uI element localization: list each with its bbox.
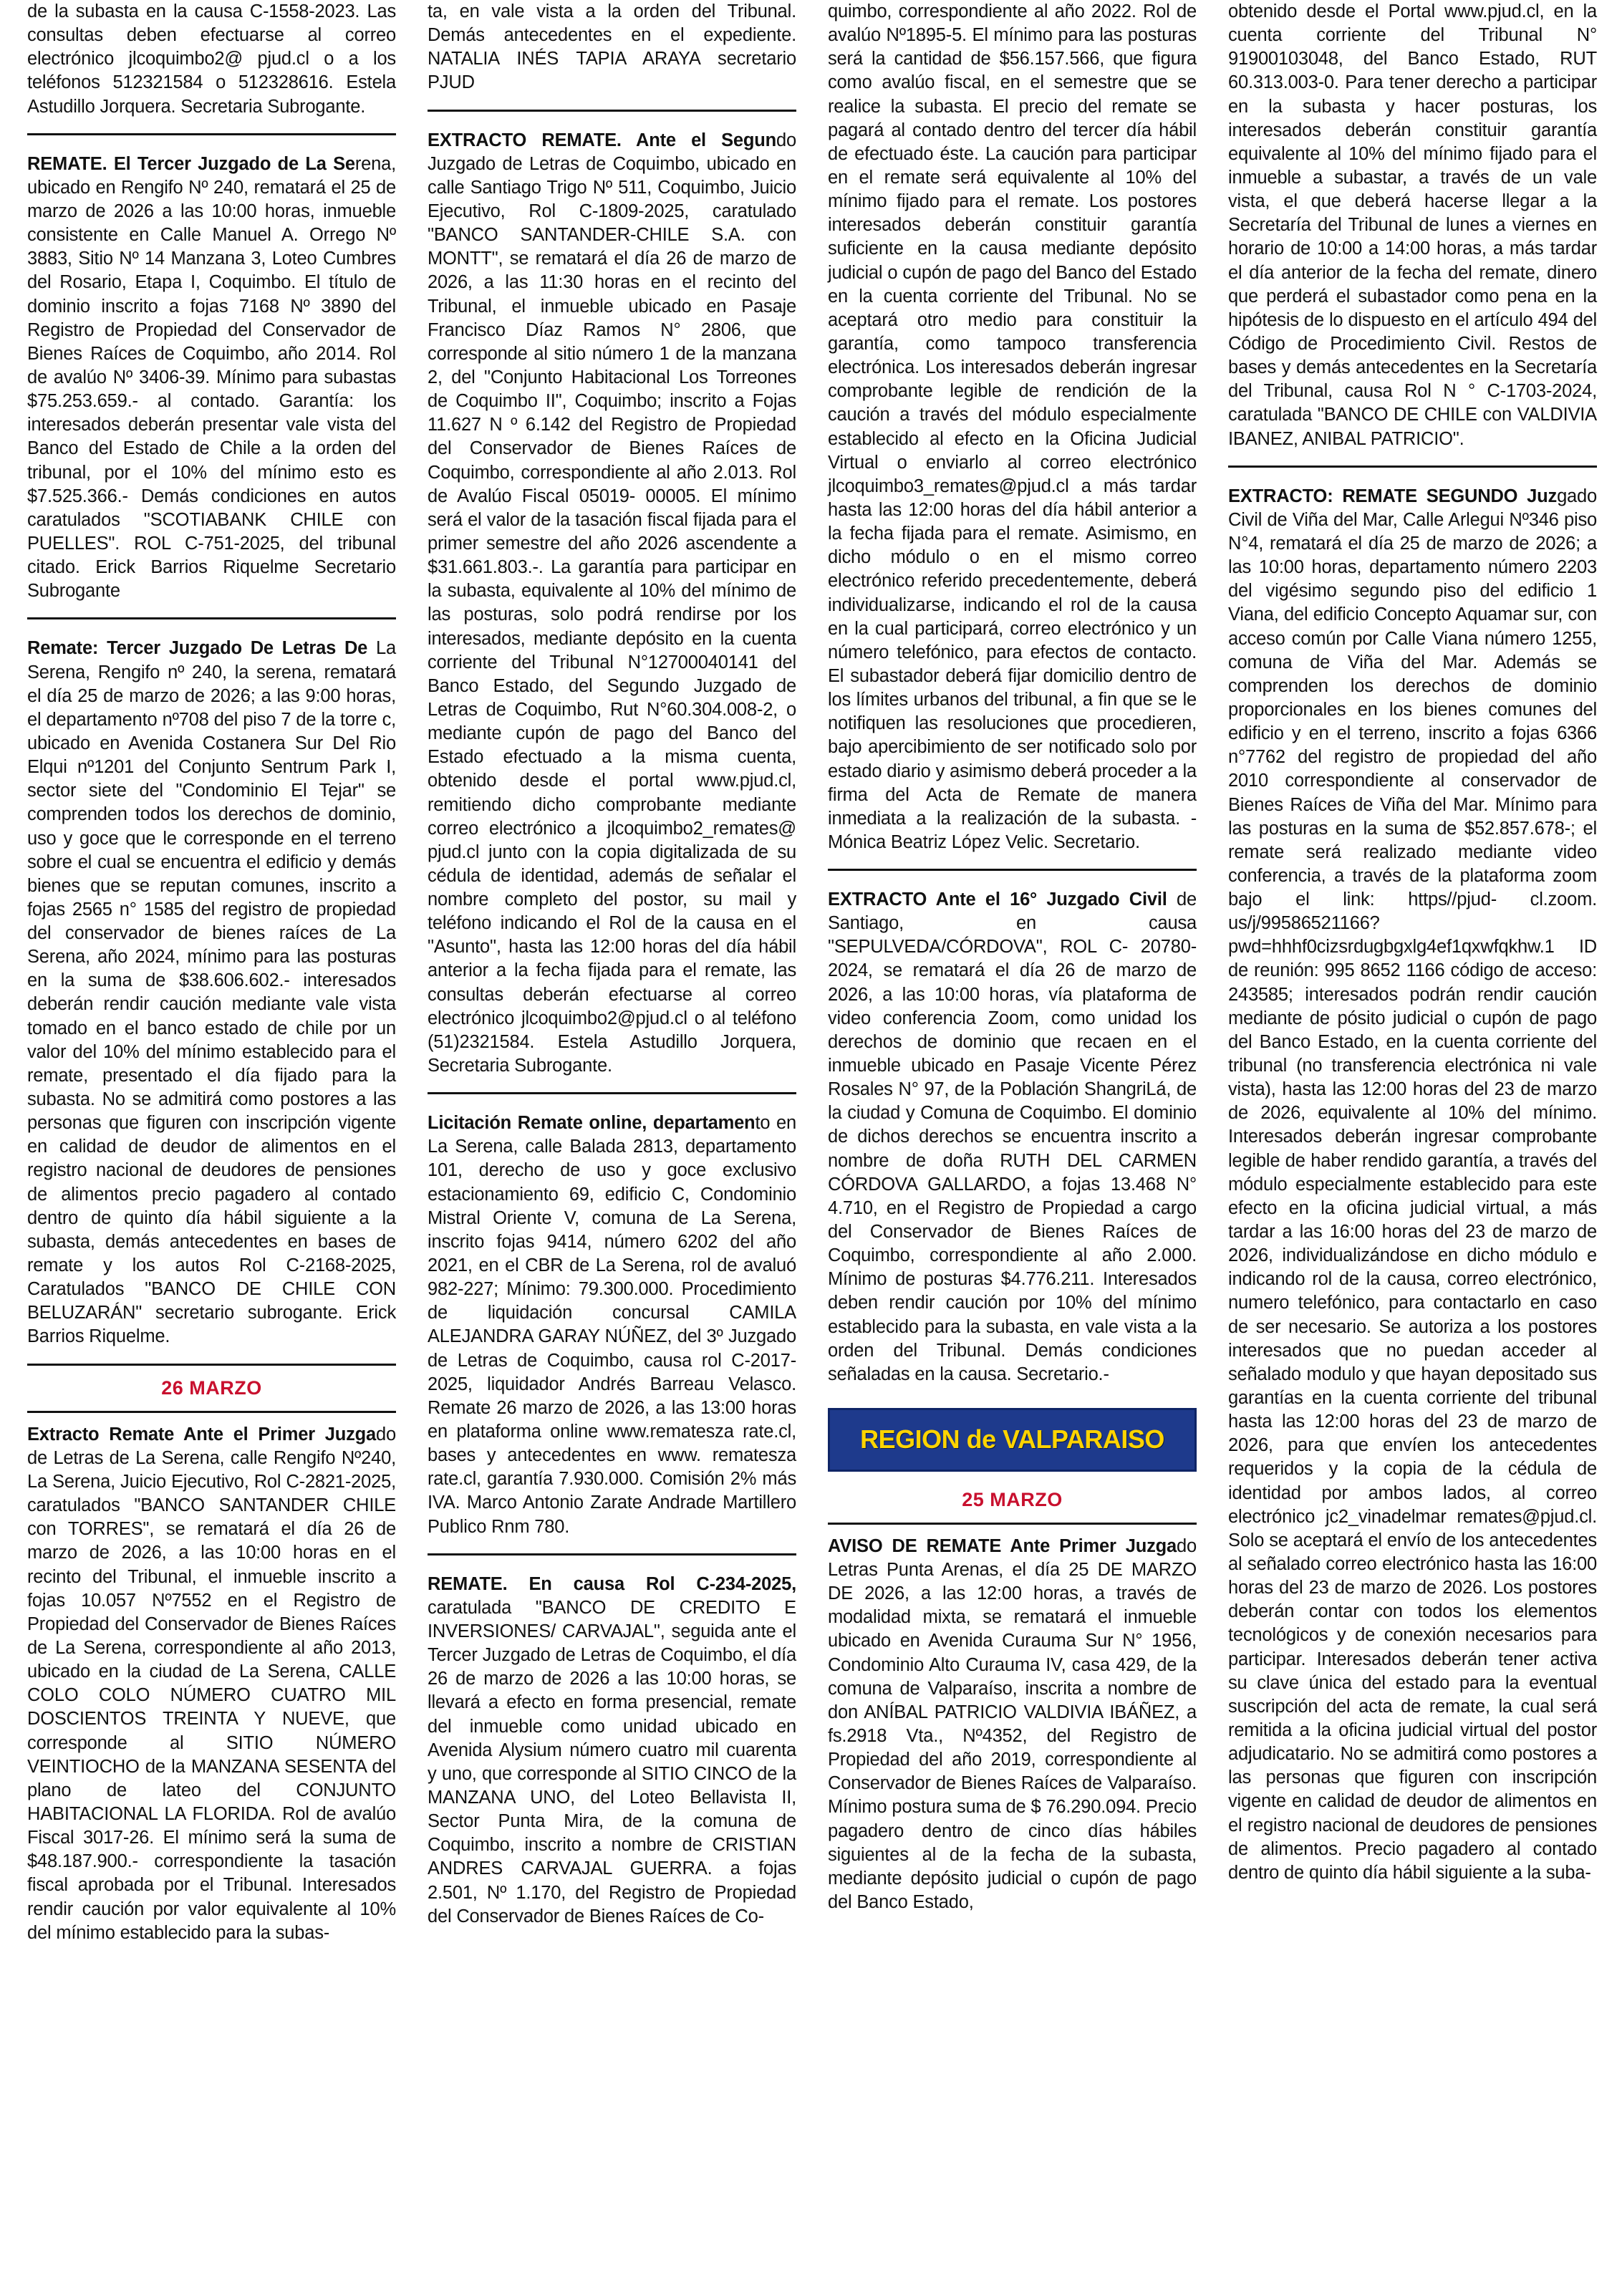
notice-body: de Santiago, en causa "SEPULVEDA/CÓRDOVA", ROL C- 20780-2024, se rematará el día 26 de marzo de 2026, a las 10:00 horas, vía plataforma de video conferencia Zoom, como unidad los derechos de dominio que recaen en el inmueble ubicado en Pasaje Vicente Pérez Rosales N° 97, de la Población ShangriLá, de la ciudad y Comuna de Coquimbo. El dominio de dichos derechos se encuentra inscrito a nombre de doña RUTH DEL CARMEN CÓRDOVA GALLARDO, a fojas 13.468 N° 4.710, en el Registro de Propiedad a cargo del Conservador de Bienes Raíces de Coquimbo, correspondiente al año 2.000. Mínimo de posturas $4.776.211. Interesados deben rendir caución por 10% del mínimo establecido para la subasta, en vale vista a la orden del Tribunal. Demás condiciones señaladas en la causa. Secretario.- [828,889,1197,1384]
notice-separator [27,133,396,135]
notice-separator [428,1092,796,1094]
notice-lead: EXTRACTO: REMATE SEGUNDO Juz [1228,486,1558,506]
notice-continued [27,0,396,119]
notice-lead: Extracto Remate Ante el Primer Juzga [27,1424,377,1444]
notice-remate-causa-c234 [428,1573,796,1929]
notice-extracto-segundo-juzgado-vina [1228,485,1597,1885]
notice-lead: AVISO DE REMATE Ante Primer Juzga [828,1535,1177,1556]
notice-body: obtenido desde el Portal www.pjud.cl, en la cuenta corriente del Tribunal N° 91900103048, del Banco Estado, RUT 60.313.003-0. Para tener derecho a participar en la subasta y hacer posturas, los interesados deberán constituir garantía equivalente al 10% del mínimo fijado para el inmueble a subastar, a través de un vale vista, el que deberá hacerse llegar a la Secretaría del Tribunal de lunes a viernes en horario de 10:00 a 14:00 horas, a más tardar el día anterior de la fecha del remate, dinero que perderá el subastador como pena en la hipótesis de lo dispuesto en el artículo 494 del Código de Procedimiento Civil. Restos de bases y demás antecedentes en la Secretaría del Tribunal, causa Rol N ° C-1703-2024, caratulada "BANCO DE CHILE con VALDIVIA IBANEZ, ANIBAL PATRICIO". [1228,1,1597,449]
date-rule [27,1411,396,1413]
notice-lead: REMATE. El Tercer Juzgado de La Se [27,153,355,174]
notice-body: do de Letras de La Serena, calle Rengifo Nº240, La Serena, Juicio Ejecutivo, Rol C-2821-2025, caratulados "BANCO SANTANDER CHILE con TORRES", se rematará el día 26 de marzo de 2026, a las 10:00 horas en el recinto del Tribunal, el inmueble inscrito a fojas 10.057 Nº7552 en el Registro de Propiedad del Conservador de Bienes Raíces de La Serena, correspondiente al año 2013, ubicado en la ciudad de La Serena, CALLE COLO COLO NÚMERO CUATRO MIL DOSCIENTOS TREINTA Y NUEVE, que corresponde al SITIO NÚMERO VEINTIOCHO de la MANZANA SESENTA del plano de lateo del CONJUNTO HABITACIONAL LA FLORIDA. Rol de avalúo Fiscal 3017-26. El mínimo será la suma de $48.187.900.- correspondiente la tasación fiscal aprobada por el Tribunal. Interesados rendir caución por valor equivalente al 10% del mínimo establecido para la subas- [27,1424,396,1943]
column-4 [1228,0,1597,2296]
date-heading: 26 MARZO [161,1376,262,1399]
notice-separator [428,110,796,112]
notice-body: quimbo, correspondiente al año 2022. Rol de avalúo Nº1895-5. El mínimo para las posturas será la cantidad de $56.157.566, que figura como avalúo fiscal, en el semestre que se realice la subasta. El precio del remate se pagará al contado dentro del tercer día hábil de efectuado éste. La caución para participar en el remate será equivalente al 10% del mínimo fijado para el remate. Los postores interesados deberán constituir garantía suficiente en la causa mediante depósito judicial o cupón de pago del Banco del Estado en la cuenta corriente del Tribunal. No se aceptará otro medio para constituir la garantía, como tampoco transferencia electrónica. Los interesados deberán ingresar comprobante legible de rendición de la caución a través del módulo especialmente establecido al efecto en la Oficina Judicial Virtual o enviarlo al correo electrónico jlcoquimbo3_remates@pjud.cl a más tardar hasta las 12:00 horas del día hábil anterior a la fecha fijada para el remate. Asimismo, en dicho módulo o en el mismo correo electrónico referido precedentemente, deberá individualizarse, indicando el rol de la causa en la cual participará, correo electrónico y un número telefónico, para efectos de contacto. El subastador deberá fijar domicilio dentro de los límites urbanos del tribunal, a fin que se le notifiquen las resoluciones que procedieren, bajo apercibimiento de ser notificado solo por estado diario y asimismo deberá proceder a la firma del Acta de Remate de manera inmediata a la realización de la subasta. - Mónica Beatriz López Velic. Secretario. [828,1,1197,852]
notice-extracto-segundo-juzgado [428,129,796,1079]
notice-remate-la-serena [27,637,396,1349]
notice-remate-tercer-juzgado [27,153,396,604]
notice-lead: REMATE. En causa Rol C-234-2025, [428,1573,796,1594]
notice-continued [1228,0,1597,451]
notice-extracto-16-juzgado [828,888,1197,1386]
notice-separator [27,1364,396,1366]
notice-body: to en La Serena, calle Balada 2813, departamento 101, derecho de uso y goce exclusivo estacionamiento 69, edificio C, Condominio Mistral Oriente V, comuna de La Serena, inscrito fojas 9414, número 6202 del año 2021, en el CBR de La Serena, rol de avaluó 982-227; Mínimo: 79.300.000. Procedimiento de liquidación concursal CAMILA ALEJANDRA GARAY NÚÑEZ, del 3º Juzgado de Letras de Coquimbo, causa rol C-2017-2025, liquidador Andrés Barreau Velasco. Remate 26 marzo de 2026, a las 13:00 horas en plataforma online www.rematesza rate.cl, bases y antecedentes en www. rematesza rate.cl, garantía 7.930.000. Comisión 2% más IVA. Marco Antonio Zarate Andrade Martillero Publico Rnm 780. [428,1113,796,1537]
notice-body: caratulada "BANCO DE CREDITO E INVERSIONES/ CARVAJAL", seguida ante el Tercer Juzgado de Letras de Coquimbo, el día 26 de marzo de 2026 a las 10:00 horas, se llevará a efecto en forma presencial, remate del inmueble como unidad ubicado en Avenida Alysium número cuatro mil cuarenta y uno, que corresponde al SITIO CINCO de la MANZANA UNO, del Loteo Bellavista II, Sector Punta Mira, de la comuna de Coquimbo, inscrito a nombre de CRISTIAN ANDRES CARVAJAL GUERRA. a fojas 2.501, Nº 1.170, del Registro de Propiedad del Conservador de Bienes Raíces de Co- [428,1597,796,1926]
column-3 [828,0,1197,2296]
region-banner: REGION de VALPARAISO [828,1408,1197,1472]
notice-lead: Remate: Tercer Juzgado De Letras De [27,638,368,659]
notice-lead: EXTRACTO REMATE. Ante el Segun [428,130,777,150]
notice-body: ta, en vale vista a la orden del Tribunal. Demás antecedentes en el expediente. NATALIA INÉS TAPIA ARAYA secretario PJUD [428,1,796,93]
column-1 [27,0,396,2296]
date-rule [828,1523,1197,1525]
notice-extracto-primer-juzgado [27,1423,396,1945]
notice-separator [428,1553,796,1555]
notice-aviso-de-remate [828,1535,1197,1914]
notice-body: rena, ubicado en Rengifo Nº 240, rematará el 25 de marzo de 2026 a las 10:00 horas, inmueble consistente en Calle Manuel A. Orrego Nº 3883, Sitio Nº 14 Manzana 3, Loteo Cumbres del Rosario, Etapa I, Coquimbo. El título de dominio inscrito a fojas 7168 Nº 3890 del Registro de Propiedad del Conservador de Bienes Raíces de Coquimbo, año 2014. Rol de avalúo Nº 3406-39. Mínimo para subastas $75.253.659.- al contado. Garantía: los interesados deberán presentar vale vista del Banco del Estado de Chile a la orden del tribunal, por el 10% del mínimo esto es $7.525.366.- Demás condiciones en autos caratulados "SCOTIABANK CHILE con PUELLES". ROL C-751-2025, del tribunal citado. Erick Barrios Riquelme Secretario Subrogante [27,153,396,602]
notice-separator [828,869,1197,871]
notice-continued [428,0,796,95]
column-2 [428,0,796,2296]
notice-lead: EXTRACTO Ante el 16° Juzgado Civil [828,889,1167,910]
notice-continued [828,0,1197,854]
notice-body: do Juzgado de Letras de Coquimbo, ubicado en calle Santiago Trigo Nº 511, Coquimbo, Juicio Ejecutivo, Rol C-1809-2025, caratulado "BANCO SANTANDER-CHILE S.A. con MONTT", se rematará el día 26 de marzo de 2026, a las 11:30 horas en el recinto del Tribunal, el inmueble ubicado en Pasaje Francisco Díaz Ramos N° 2806, que corresponde al sitio número 1 de la manzana 2, del "Conjunto Habitacional Los Torreones de Coquimbo II", Coquimbo; inscrito a Fojas 11.627 N º 6.142 del Registro de Propiedad del Conservador de Bienes Raíces de Coquimbo, correspondiente al año 2.013. Rol de Avalúo Fiscal 05019- 00005. El mínimo será el valor de la tasación fiscal fijada para el primer semestre del año 2026 ascendente a $31.661.803.-. La garantía para participar en la subasta, equivalente al 10% del mínimo de las posturas, solo podrá rendirse por los interesados, mediante depósito en la cuenta corriente del Tribunal N°12700040141 del Banco Estado, del Segundo Juzgado de Letras de Coquimbo, Rut N°60.304.008-2, o mediante cupón de pago del Banco del Estado efectuado a la misma cuenta, obtenido desde el portal www.pjud.cl, remitiendo dicho comprobante mediante correo electrónico a jlcoquimbo2_remates@ pjud.cl junto con la copia digitalizada de su cédula de identidad, además de señalar el nombre completo del postor, su mail y teléfono indicando el Rol de la causa en el "Asunto", hasta las 12:00 horas del día hábil anterior a la fecha fijada para el remate, las consultas deberán efectuarse al correo electrónico jlcoquimbo2@pjud.cl o al teléfono (51)2321584. Estela Astudillo Jorquera, Secretaria Subrogante. [428,130,796,1076]
notice-body: do Letras Punta Arenas, el día 25 DE MARZO DE 2026, a las 12:00 horas, a través de modalidad mixta, se rematará el inmueble ubicado en Avenida Curauma Sur N° 1956, Condominio Alto Curauma IV, casa 429, de la comuna de Valparaíso, inscrita a nombre de don ANÍBAL PATRICIO VALDIVIA IBÁÑEZ, a fs.2918 Vta., Nº4352, del Registro de Propiedad del año 2019, correspondiente al Conservador de Bienes Raíces de Valparaíso. Mínimo postura suma de $ 76.290.094. Precio pagadero dentro de cinco días hábiles siguientes al de la fecha de la subasta, mediante depósito judicial o cupón de pago del Banco Estado, [828,1535,1197,1913]
notice-body: La Serena, Rengifo nº 240, la serena, rematará el día 25 de marzo de 2026; a las 9:00 horas, el departamento nº708 del piso 7 de la torre c, ubicado en Avenida Costanera Sur Del Rio Elqui nº1201 del Conjunto Sentrum Park I, sector siete del "Condominio El Tejar" se comprenden todos los derechos de dominio, uso y goce que le corresponde en el terreno sobre el cual se encuentra el edificio y demás bienes que se reputan comunes, inscrito a fojas 2565 n° 1585 del registro de propiedad del conservador de bienes raíces de La Serena, año 2024, mínimo para las posturas en la suma de $38.606.602.- interesados deberán rendir caución mediante vale vista tomado en el banco estado de chile por un valor del 10% del mínimo establecido para el remate, presentado el día fijado para la subasta. No se admitirá como postores a las personas que figuren con inscripción vigente en calidad de deudor de alimentos en el registro nacional de deudores de pensiones de alimentos precio pagadero al contado dentro de quinto día hábil siguiente a la subasta, demás antecedentes en bases de remate y los autos Rol C-2168-2025, Caratulados "BANCO DE CHILE CON BELUZARÁN" secretario subrogante. Erick Barrios Riquelme. [27,638,396,1347]
notice-body: gado Civil de Viña del Mar, Calle Arlegui Nº346 piso N°4, rematará el día 25 de marzo de 2026; a las 10:00 horas, departamento número 2203 del vigésimo segundo piso del edificio 1 Viana, del edificio Concepto Aquamar sur, con acceso común por Calle Viana número 1255, comuna de Viña del Mar. Además se comprenden los derechos de dominio proporcionales en los bienes comunes del edificio y en el terreno, inscrito a fojas 6366 n°7762 del registro de propiedad del año 2010 correspondiente al conservador de Bienes Raíces de Viña del Mar. Mínimo para las posturas en la suma de $52.857.678-; el remate será realizado mediante video conferencia, a través de la plataforma zoom bajo el link: https//pjud- cl.zoom. us/j/99586521166?pwd=hhhf0cizsrdugbgxlg4ef1qxwfqkhw.1 ID de reunión: 995 8652 1166 código de acceso: 243585; interesados podrán rendir caución mediante de pósito judicial o cupón de pago del Banco Estado, en la cuenta corriente del tribunal (no transferencia electrónica ni vale vista), hasta las 12:00 horas del 23 de marzo de 2026, equivalente al 10% del mínimo. Interesados deberán ingresar comprobante legible de haber rendido garantía, a través del módulo especialmente establecido para este efecto en la oficina judicial virtual, a más tardar a las 16:00 horas del 23 de marzo de 2026, individualizándose en dicho módulo e indicando rol de la causa, correo electrónico, numero telefónico, para contactarlo en caso de ser necesario. Se autoriza a los postores interesados que no puedan acceder al señalado modulo y que hayan depositado sus garantías en la cuenta corriente del tribunal hasta las 12:00 horas del 23 de marzo de 2026, para que envíen los antecedentes requeridos y la copia de la cédula de identidad por ambos lados, al correo electrónico jc2_vinadelmar remates@pjud.cl. Solo se aceptará el envío de los antecedentes al señalado correo electrónico hasta las 16:00 horas del 23 de marzo de 2026. Los postores deberán contar con todos los elementos tecnológicos y de conexión necesarios para participar. Interesados deberán tener activa su clave única del estado para la eventual suscripción del acta de remate, la cual será remitida a la oficina judicial virtual del postor adjudicatario. No se admitirá como postores a las personas que figuren con inscripción vigente en calidad de deudor de alimentos en el registro nacional de deudores de pensiones de alimentos. Precio pagadero al contado dentro de quinto día hábil siguiente a la suba- [1228,486,1597,1883]
notice-lead: Licitación Remate online, departamen [428,1113,756,1134]
notice-separator [1228,466,1597,468]
date-heading: 25 MARZO [962,1488,1063,1510]
notice-separator [27,617,396,619]
notice-body: de la subasta en la causa C-1558-2023. Las consultas deben efectuarse al correo electrónico jlcoquimbo2@ pjud.cl o a los teléfonos 512321584 o 512328616. Estela Astudillo Jorquera. Secretaria Subrogante. [27,1,396,117]
notice-licitacion-remate-online [428,1111,796,1539]
